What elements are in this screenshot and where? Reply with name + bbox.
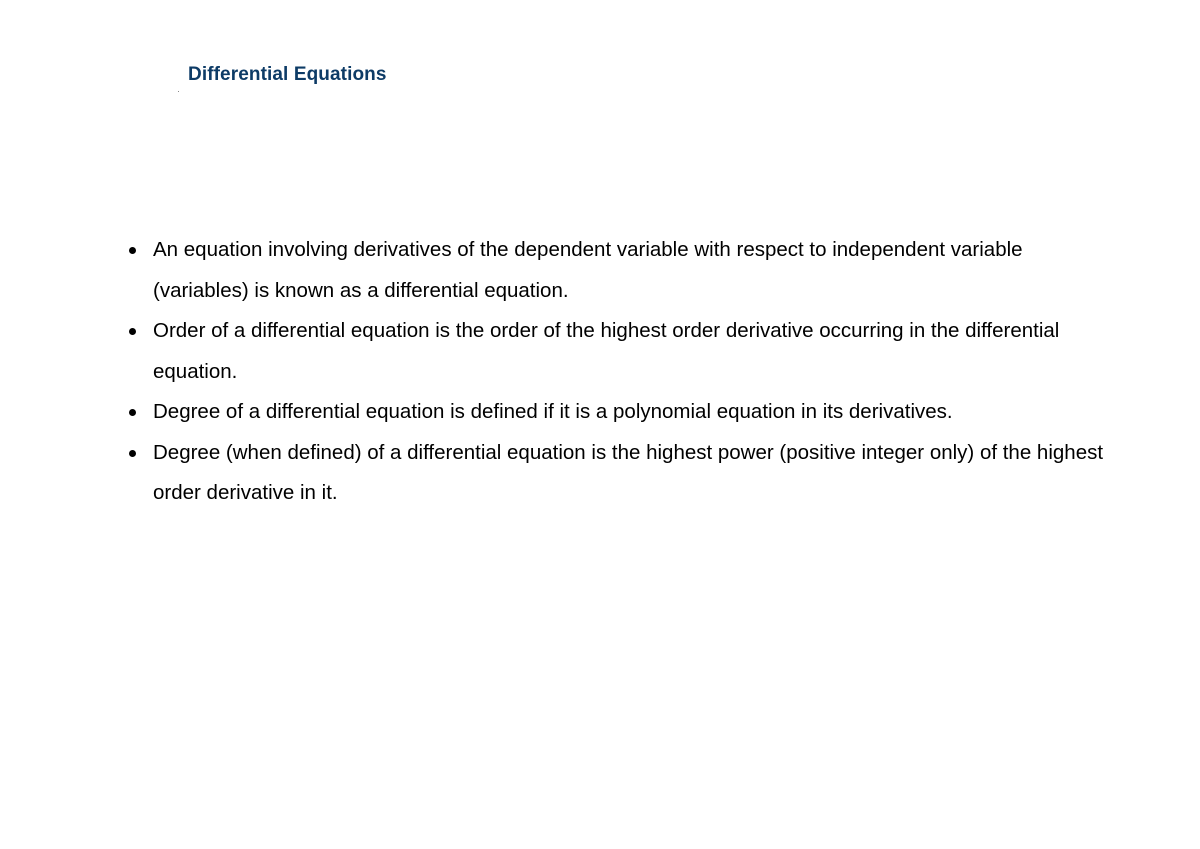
bullet-text: Order of a differential equation is the order of the highest order derivative occurring in the differential equation.	[153, 319, 1060, 383]
bullet-text: Degree (when defined) of a differential equation is the highest power (positive integer only) of the highest order derivative in it.	[153, 440, 1104, 504]
bullet-dot-icon	[129, 247, 136, 254]
bullet-dot-icon	[129, 328, 136, 335]
bullet-item	[153, 392, 1113, 433]
bullet-text: Degree of a differential equation is defined if it is a polynomial equation in its derivatives.	[153, 400, 953, 423]
bullet-item	[153, 311, 1113, 392]
bullet-list	[153, 230, 1113, 514]
bullet-item	[153, 433, 1113, 514]
stray-mark	[178, 91, 179, 92]
bullet-item	[153, 230, 1113, 311]
bullet-dot-icon	[129, 450, 136, 457]
bullet-dot-icon	[129, 409, 136, 416]
page-title: Differential Equations	[188, 64, 387, 85]
bullet-text: An equation involving derivatives of the dependent variable with respect to independent variable (variables) is known as a differential equation.	[153, 238, 1023, 302]
